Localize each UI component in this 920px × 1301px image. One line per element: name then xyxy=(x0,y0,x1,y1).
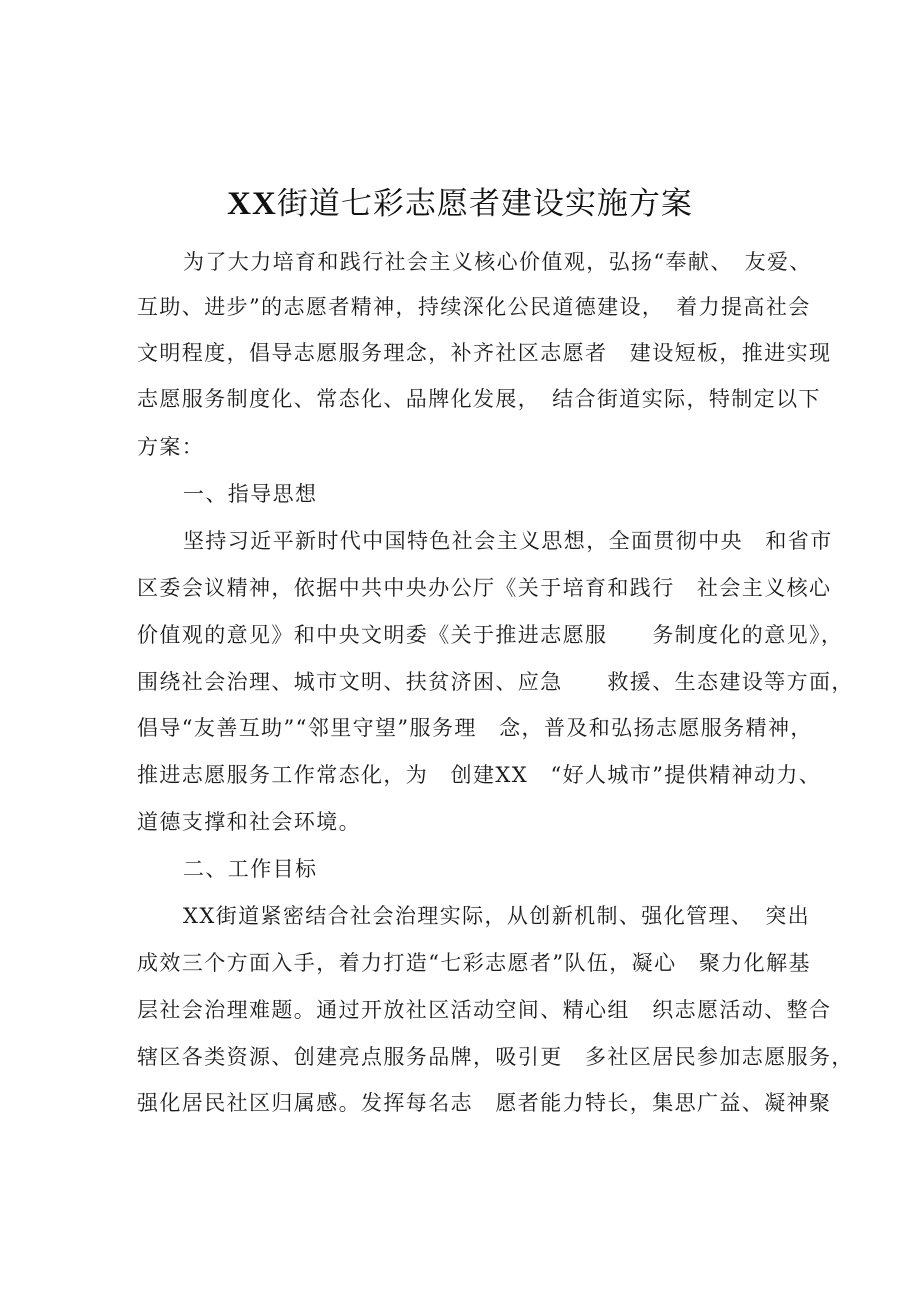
title-prefix: XX xyxy=(227,186,277,222)
title-text: 街道七彩志愿者建设实施方案 xyxy=(276,186,693,222)
paragraph-line: 围绕社会治理、城市文明、扶贫济困、应急 救援、生态建设等方面， xyxy=(137,670,854,694)
paragraph-line: 道德支撑和社会环境。 xyxy=(137,810,361,834)
paragraph-line: 辖区各类资源、创建亮点服务品牌，吸引更 多社区居民参加志愿服务， xyxy=(137,1045,854,1069)
paragraph-line: 层社会治理难题。通过开放社区活动空间、精心组 织志愿活动、整合 xyxy=(137,998,832,1022)
paragraph-line: 区委会议精神，依据中共中央办公厅《关于培育和践行 社会主义核心 xyxy=(137,576,832,600)
paragraph-line: 坚持习近平新时代中国特色社会主义思想，全面贯彻中央 和省市 xyxy=(183,529,833,553)
paragraph-line: 志愿服务制度化、常态化、品牌化发展， 结合街道实际，特制定以下 xyxy=(137,387,821,411)
section-heading-2: 二、工作目标 xyxy=(183,857,318,881)
paragraph-line: 互助、进步”的志愿者精神，持续深化公民道德建设， 着力提高社会 xyxy=(137,295,811,319)
paragraph-line: 推进志愿服务工作常态化，为 创建XX “好人城市”提供精神动力、 xyxy=(137,763,822,787)
paragraph-line: 方案： xyxy=(137,435,205,459)
document-title xyxy=(0,178,920,223)
paragraph-line: XX街道紧密结合社会治理实际，从创新机制、强化管理、 突出 xyxy=(183,904,810,928)
paragraph-line: 文明程度，倡导志愿服务理念，补齐社区志愿者 建设短板，推进实现 xyxy=(137,341,832,365)
paragraph-line: 价值观的意见》和中央文明委《关于推进志愿服 务制度化的意见》， xyxy=(137,623,844,647)
paragraph-line: 强化居民社区归属感。发挥每名志 愿者能力特长，集思广益、凝神聚 xyxy=(137,1091,832,1115)
section-heading-1: 一、指导思想 xyxy=(183,482,318,506)
paragraph-line: 为了大力培育和践行社会主义核心价值观，弘扬“奉献、 友爱、 xyxy=(183,250,812,274)
paragraph-line: 倡导“友善互助”“邻里守望”服务理 念，普及和弘扬志愿服务精神， xyxy=(137,716,813,740)
paragraph-line: 成效三个方面入手，着力打造“七彩志愿者”队伍，凝心 聚力化解基 xyxy=(137,951,811,975)
